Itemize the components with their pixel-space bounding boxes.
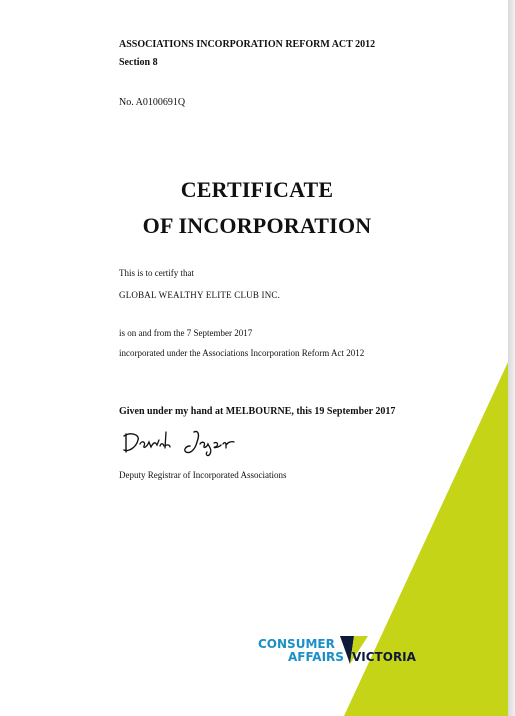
certify-statement: This is to certify that bbox=[119, 268, 194, 278]
certificate-heading-line2: OF INCORPORATION bbox=[142, 213, 372, 238]
certificate-number: No. A0100691Q bbox=[119, 97, 186, 108]
registrar-title: Deputy Registrar of Incorporated Associations bbox=[119, 470, 287, 480]
page-edge-shadow bbox=[508, 0, 515, 716]
incorporation-act-statement: incorporated under the Associations Incorporation Reform Act 2012 bbox=[119, 348, 365, 358]
organisation-name: GLOBAL WEALTHY ELITE CLUB INC. bbox=[119, 290, 281, 300]
consumer-affairs-victoria-logo bbox=[256, 636, 426, 668]
incorporation-date: is on and from the 7 September 2017 bbox=[119, 328, 253, 338]
logo-consumer: CONSUMER bbox=[258, 637, 335, 651]
handwritten-signature bbox=[120, 426, 250, 458]
logo-victoria: VICTORIA bbox=[352, 650, 416, 664]
logo-affairs: AFFAIRS bbox=[288, 650, 344, 664]
section-label: Section 8 bbox=[119, 57, 158, 68]
certificate-heading-line1: CERTIFICATE bbox=[180, 177, 334, 202]
act-title: ASSOCIATIONS INCORPORATION REFORM ACT 2012 bbox=[119, 39, 376, 50]
given-under-hand: Given under my hand at MELBOURNE, this 19 September 2017 bbox=[119, 406, 396, 417]
